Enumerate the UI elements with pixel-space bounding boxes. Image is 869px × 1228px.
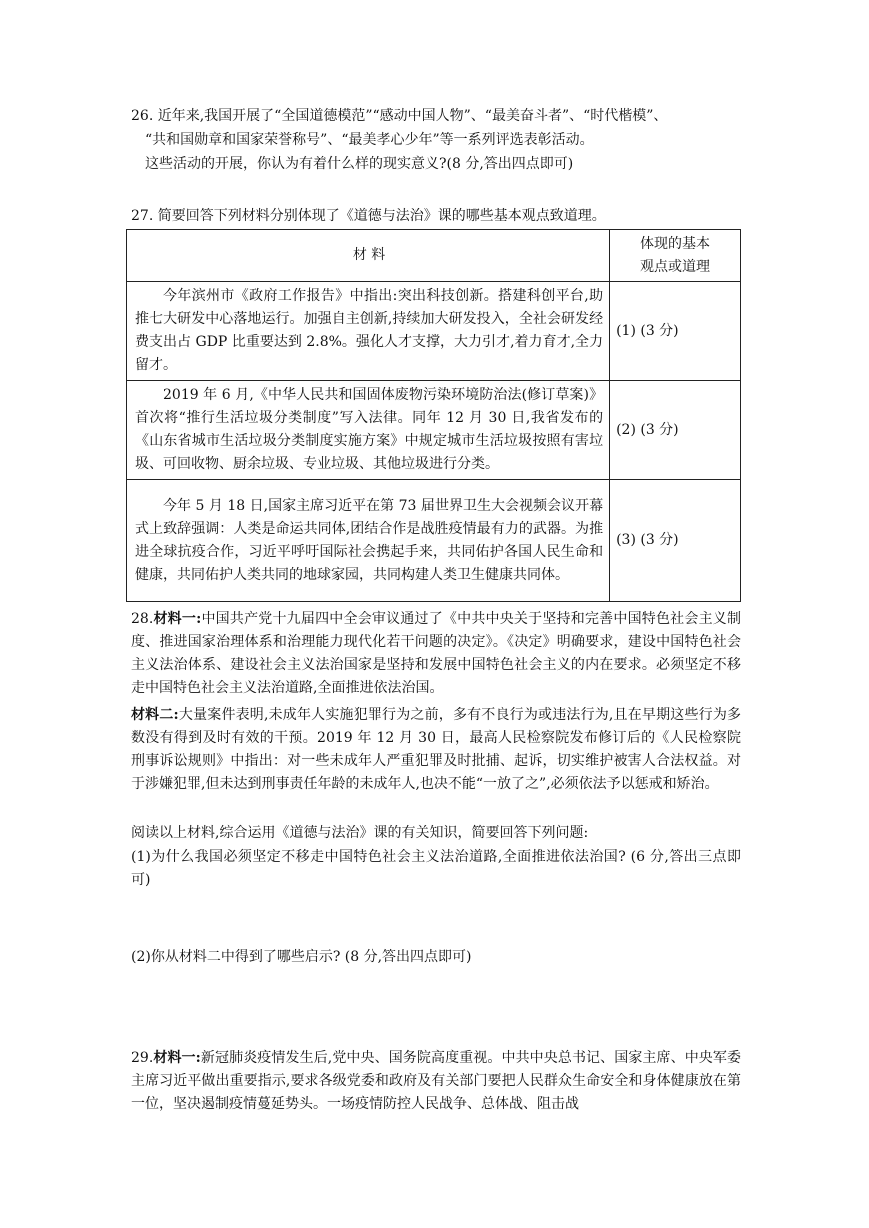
q28-sub-question-1: (1)为什么我国必须坚定不移走中国特色社会主义法治道路,全面推进依法治国? (6 分,答出三点即可) <box>131 849 741 888</box>
answer-cell: (1) (3 分) <box>610 282 741 381</box>
q28-instruction: 阅读以上材料,综合运用《道德与法治》课的有关知识，简要回答下列问题: <box>131 825 589 841</box>
answer-cell: (2) (3 分) <box>610 381 741 480</box>
table-row <box>127 381 741 480</box>
table-row <box>127 282 741 381</box>
q29-material-1-text: 新冠肺炎疫情发生后,党中央、国务院高度重视。中共中央总书记、国家主席、中央军委主席习近平做出重要指示,要求各级党委和政府及有关部门要把人民群众生命安全和身体健康放在第一位，坚决遏制疫情蔓延势头。一场疫情防控人民战争、总体战、阻击战 <box>131 1050 742 1112</box>
q29-material-1-label: 材料一: <box>153 1050 201 1066</box>
q28-sub-question-2: (2)你从材料二中得到了哪些启示? (8 分,答出四点即可) <box>131 949 472 965</box>
table-row <box>127 480 741 602</box>
q28-material-1 <box>131 608 741 700</box>
q28-material-1-label: 材料一: <box>153 611 202 627</box>
q29-number: 29. <box>131 1050 154 1066</box>
header-answer-line-1: 体现的基本 <box>640 235 711 252</box>
q28-material-1-text: 中国共产党十九届四中全会审议通过了《中共中央关于坚持和完善中国特色社会主义制度、推进国家治理体系和治理能力现代化若干问题的决定》。《决定》明确要求，建设中国特色社会主义法治体系、建设社会主义法治国家是坚持和发展中国特色社会主义的内在要求。必须坚定不移走中国特色社会主义法治道路,全面推进依法治国。 <box>131 611 741 696</box>
material-cell: 今年 5 月 18 日,国家主席习近平在第 73 届世界卫生大会视频会议开幕式上致辞强调：人类是命运共同体,团结合作是战胜疫情最有力的武器。为推进全球抗疫合作，习近平呼吁国际社会携起手来，共同佑护各国人民生命和健康，共同佑护人类共同的地球家园，共同构建人类卫生健康共同体。 <box>127 480 610 602</box>
material-cell: 2019 年 6 月,《中华人民共和国固体废物污染环境防治法(修订草案)》首次将“推行生活垃圾分类制度”写入法律。同年 12 月 30 日,我省发布的《山东省城市生活垃圾分类制度实施方案》中规定城市生活垃圾按照有害垃圾、可回收物、厨余垃圾、专业垃圾、其他垃圾进行分类。 <box>127 381 610 480</box>
q26-line-2: “共和国勋章和国家荣誉称号”、“最美孝心少年”等一系列评选表彰活动。 <box>145 132 594 148</box>
material-cell: 今年滨州市《政府工作报告》中指出:突出科技创新。搭建科创平台,助推七大研发中心落地运行。加强自主创新,持续加大研发投入，全社会研发经费支出占 GDP 比重要达到 2.8%。强化人才支撑，大力引才,着力育才,全力留才。 <box>127 282 610 381</box>
q27-prompt: 27. 简要回答下列材料分别体现了《道德与法治》课的哪些基本观点致道理。 <box>131 208 606 224</box>
header-answer-line-2: 观点或道理 <box>640 258 711 275</box>
header-answer <box>610 230 741 282</box>
q27-table <box>126 229 741 602</box>
answer-cell: (3) (3 分) <box>610 480 741 602</box>
q28-material-2-label: 材料二: <box>131 707 179 723</box>
q26-line-3: 这些活动的开展，你认为有着什么样的现实意义?(8 分,答出四点即可) <box>145 156 574 172</box>
q28-material-2 <box>131 704 741 796</box>
q28-material-2-text: 大量案件表明,未成年人实施犯罪行为之前，多有不良行为或违法行为,且在早期这些行为多数没有得到及时有效的干预。2019 年 12 月 30 日，最高人民检察院发布修订后的《人民检察院刑事诉讼规则》中指出：对一些未成年人严重犯罪及时批捕、起诉，切实维护被害人合法权益。对于涉嫌犯罪,但未达到刑事责任年龄的未成年人,也决不能“一放了之”,必须依法予以惩戒和矫治。 <box>131 707 741 792</box>
q28-number: 28. <box>131 611 154 627</box>
header-material: 材 料 <box>127 230 610 282</box>
q29-material-1 <box>131 1047 741 1116</box>
q26-line-1: 26. 近年来,我国开展了“全国道德模范”“感动中国人物”、“最美奋斗者”、“时代楷模”、 <box>131 108 668 124</box>
table-header-row <box>127 230 741 282</box>
